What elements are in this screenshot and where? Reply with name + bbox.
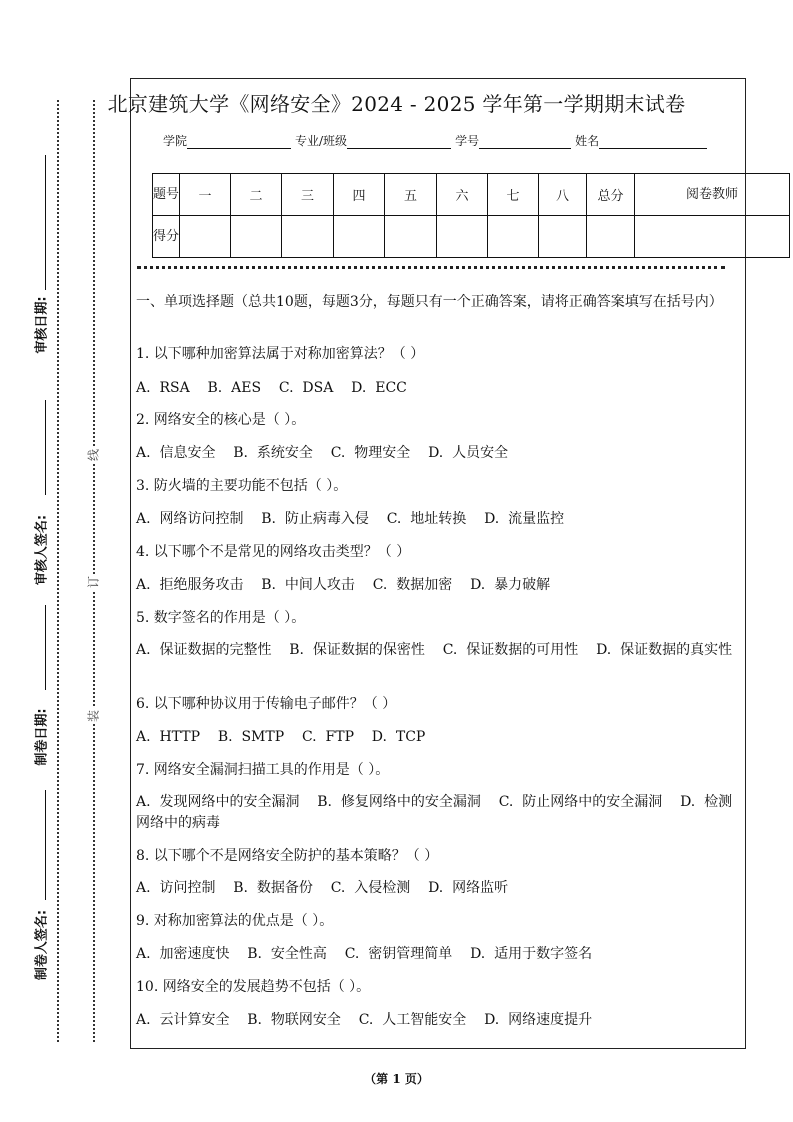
column-header: 阅卷教师 [635, 174, 790, 216]
question-text: 6. 以下哪种协议用于传输电子邮件？（ ） [136, 696, 397, 712]
question-options: A. 保证数据的完整性 B. 保证数据的保密性 C. 保证数据的可用性 D. 保证数据的真实性 [136, 642, 733, 658]
question-options: A. 拒绝服务攻击 B. 中间人攻击 C. 数据加密 D. 暴力破解 [136, 577, 551, 593]
compiler-signature-label: 制卷人签名: [34, 909, 50, 981]
major-class-label: 专业/班级 [295, 134, 348, 148]
question-options: A. RSA B. AES C. DSA D. ECC [136, 380, 407, 396]
score-cell[interactable] [587, 216, 635, 258]
question-text: 10. 网络安全的发展趋势不包括（ ）。 [136, 979, 371, 995]
question-text: 9. 对称加密算法的优点是（ ）。 [136, 913, 334, 929]
question-options: A. 访问控制 B. 数据备份 C. 入侵检测 D. 网络监听 [136, 880, 509, 896]
review-date-label: 审核日期: [34, 296, 50, 354]
compile-date-label: 制卷日期: [34, 708, 50, 766]
column-header: 二 [231, 174, 282, 216]
signature-line [45, 155, 46, 290]
score-cell[interactable] [437, 216, 488, 258]
question-text: 7. 网络安全漏洞扫描工具的作用是（ ）。 [136, 762, 390, 778]
college-label: 学院 [163, 134, 188, 148]
binding-mark-xian: 线 [86, 448, 101, 462]
score-cell[interactable] [385, 216, 437, 258]
column-header: 五 [385, 174, 437, 216]
question-text: 1. 以下哪种加密算法属于对称加密算法？（ ） [136, 346, 425, 362]
section-heading: 一、单项选择题（总共10题，每题3分，每题只有一个正确答案，请将正确答案填写在括号内） [136, 294, 723, 310]
question-text: 5. 数字签名的作用是（ ）。 [136, 610, 306, 626]
column-header: 四 [334, 174, 385, 216]
score-table-header-row [153, 174, 790, 216]
column-header: 七 [488, 174, 539, 216]
column-header: 八 [539, 174, 587, 216]
student-info-row [163, 132, 711, 149]
score-cell[interactable] [180, 216, 231, 258]
score-cell[interactable] [231, 216, 282, 258]
question-number-label: 题号 [153, 174, 180, 216]
question-options: A. 云计算安全 B. 物联网安全 C. 人工智能安全 D. 网络速度提升 [136, 1012, 593, 1028]
column-header: 一 [180, 174, 231, 216]
dotted-separator [137, 266, 725, 269]
exam-title: 北京建筑大学《网络安全》2024 - 2025 学年第一学期期末试卷 [107, 92, 686, 116]
score-table-score-row [153, 216, 790, 258]
question-text: 4. 以下哪个不是常见的网络攻击类型？（ ） [136, 544, 411, 560]
score-cell[interactable] [635, 216, 790, 258]
student-id-label: 学号 [455, 134, 480, 148]
signature-line [45, 400, 46, 495]
major-class-field[interactable] [347, 134, 451, 149]
column-header: 总分 [587, 174, 635, 216]
question-options: A. 发现网络中的安全漏洞 B. 修复网络中的安全漏洞 C. 防止网络中的安全漏洞 D. 检测网络中的病毒 [136, 794, 733, 831]
score-cell[interactable] [539, 216, 587, 258]
page-number: （第 1 页） [364, 1072, 429, 1086]
binding-dotted-line-inner [93, 100, 95, 1042]
question-options: A. 信息安全 B. 系统安全 C. 物理安全 D. 人员安全 [136, 445, 509, 461]
binding-dotted-line-outer [57, 100, 59, 1042]
score-cell[interactable] [282, 216, 334, 258]
score-table [152, 173, 790, 258]
signature-line [45, 605, 46, 690]
signature-line [45, 790, 46, 900]
score-label: 得分 [153, 216, 180, 258]
score-cell[interactable] [488, 216, 539, 258]
column-header: 六 [437, 174, 488, 216]
reviewer-signature-label: 审核人签名: [34, 514, 50, 586]
question-text: 2. 网络安全的核心是（ ）。 [136, 412, 306, 428]
question-options: A. 加密速度快 B. 安全性高 C. 密钥管理简单 D. 适用于数字签名 [136, 946, 593, 962]
binding-mark-zhuang: 装 [86, 709, 101, 723]
college-field[interactable] [187, 134, 291, 149]
name-field[interactable] [599, 134, 707, 149]
column-header: 三 [282, 174, 334, 216]
name-label: 姓名 [575, 134, 600, 148]
question-text: 3. 防火墙的主要功能不包括（ ）。 [136, 478, 348, 494]
student-id-field[interactable] [479, 134, 571, 149]
question-text: 8. 以下哪个不是网络安全防护的基本策略？（ ） [136, 848, 439, 864]
binding-mark-ding: 订 [86, 575, 101, 589]
question-options: A. HTTP B. SMTP C. FTP D. TCP [136, 729, 426, 745]
score-cell[interactable] [334, 216, 385, 258]
question-options: A. 网络访问控制 B. 防止病毒入侵 C. 地址转换 D. 流量监控 [136, 511, 565, 527]
